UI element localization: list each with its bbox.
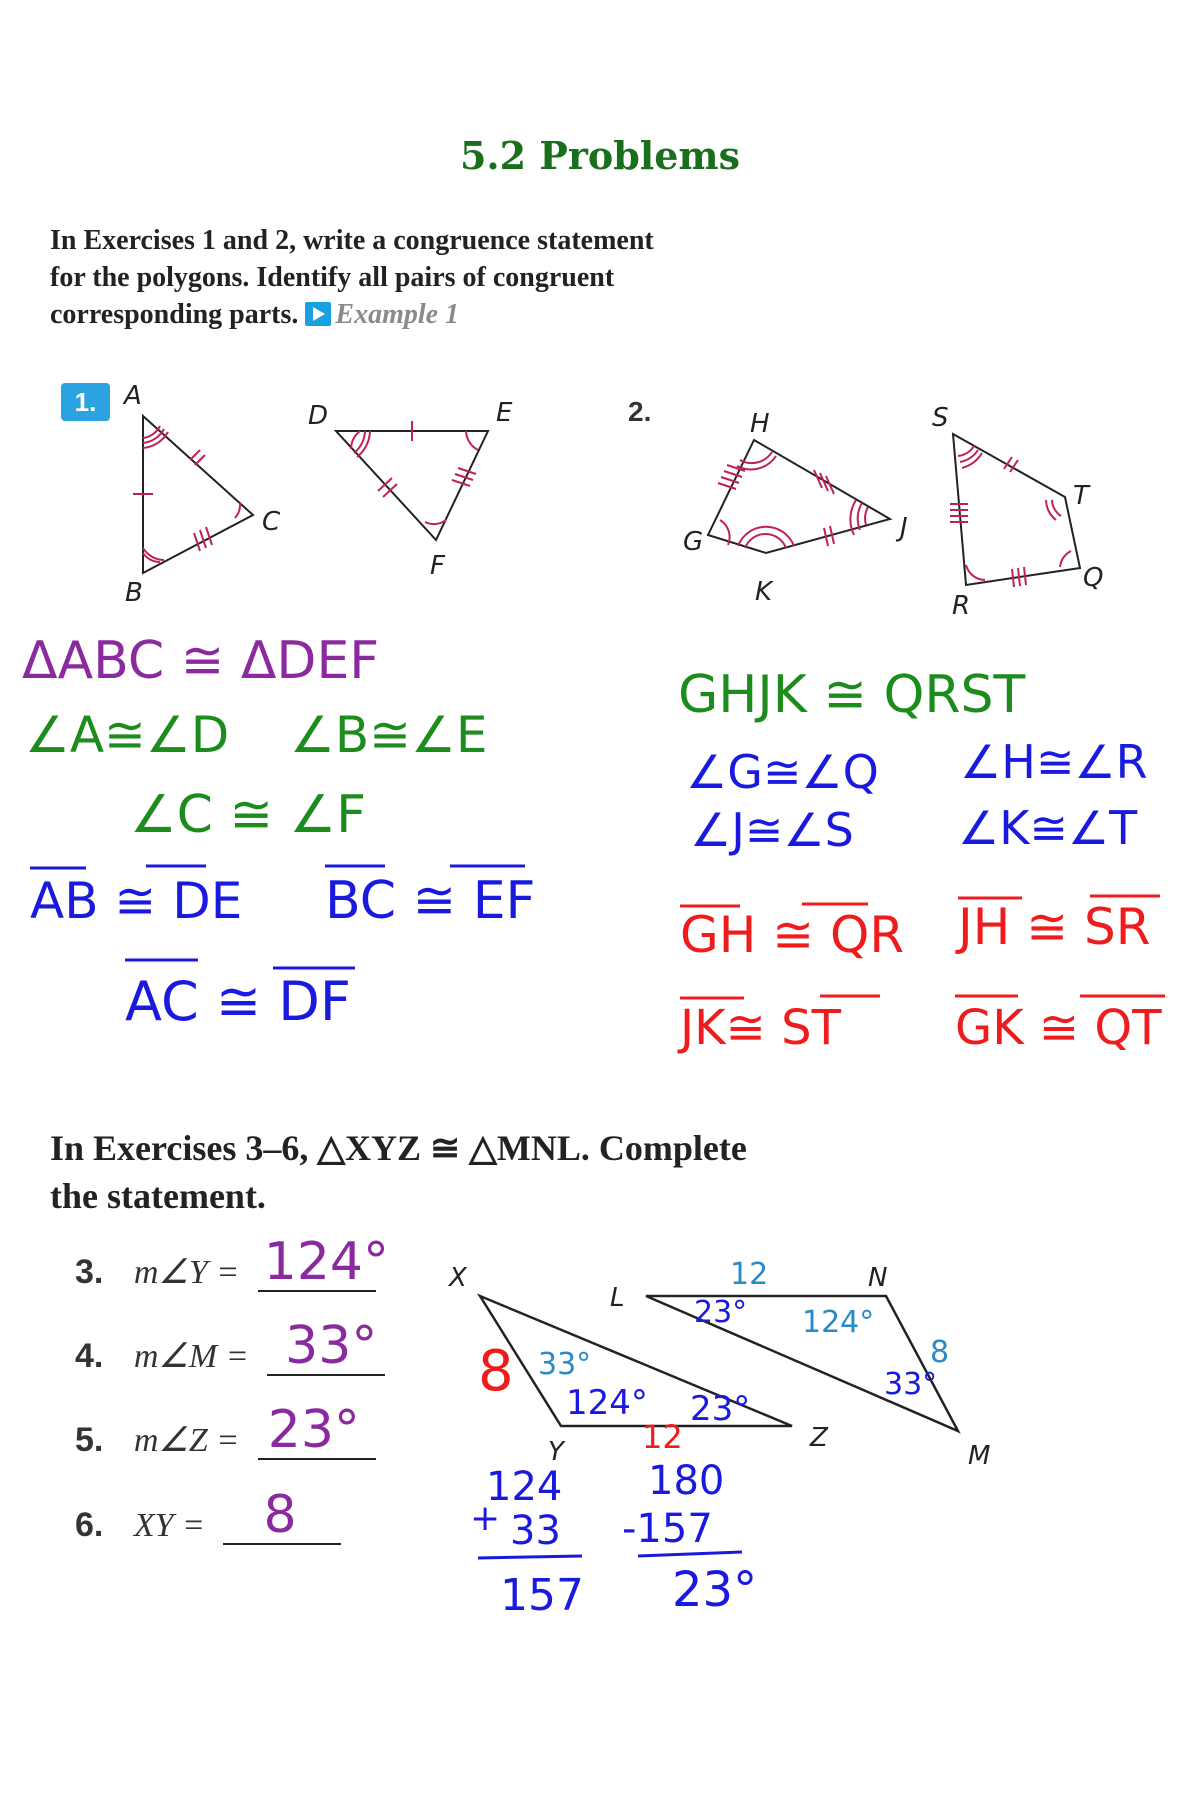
exercise-3-blank[interactable]	[258, 1232, 390, 1292]
hw-statement-abc-def: ΔABC ≅ ΔDEF	[22, 631, 380, 691]
instructions-2	[50, 1124, 747, 1220]
hw-add-rule	[478, 1556, 582, 1558]
exercise-4-answer: 33°	[285, 1316, 378, 1376]
exercise-6-blank[interactable]	[223, 1485, 341, 1545]
hw-sub-result: 23°	[672, 1562, 758, 1618]
exercise-5-answer: 23°	[267, 1400, 360, 1460]
instructions-1-line3-text: corresponding parts.	[50, 299, 299, 330]
hw-angle-j: ∠J≅∠S	[690, 803, 854, 857]
label-s: S	[932, 403, 949, 433]
printed-ln-length: 12	[730, 1257, 769, 1292]
exercise-6-number: 6.	[75, 1506, 104, 1544]
hw-add-sign: +	[470, 1498, 501, 1539]
label-b: B	[125, 578, 143, 608]
exercise-3-number: 3.	[75, 1253, 104, 1291]
hw-sub-bottom: -157	[622, 1506, 713, 1552]
hw-add-top: 124	[486, 1464, 563, 1510]
printed-nm-length: 8	[930, 1335, 950, 1370]
label-f: F	[430, 551, 445, 581]
exercise-3-answer: 124°	[263, 1232, 390, 1292]
exercise-3-expr: m∠Y =	[133, 1254, 240, 1291]
hw-side-jk: JK≅ ST	[680, 1000, 841, 1056]
label-e: E	[496, 398, 513, 428]
hw-side-ac: AC ≅ DF	[125, 970, 351, 1033]
exercise-5-expr: m∠Z =	[133, 1422, 240, 1459]
hw-add-bottom: 33	[510, 1508, 561, 1554]
hw-angle-g: ∠G≅∠Q	[686, 745, 879, 799]
exercise-6	[75, 1485, 341, 1545]
hw-angle-m: 33°	[884, 1367, 938, 1402]
exercise-5	[75, 1400, 376, 1460]
label-z: Z	[810, 1423, 828, 1453]
exercise-5-blank[interactable]	[258, 1400, 376, 1460]
label-x: X	[449, 1263, 467, 1293]
example-link[interactable]: Example 1	[335, 299, 460, 330]
hw-side-bc: BC ≅ EF	[325, 871, 536, 931]
label-q: Q	[1083, 563, 1104, 593]
hw-angle-c: ∠C ≅ ∠F	[130, 785, 367, 845]
label-h: H	[750, 409, 770, 439]
instructions-2-line1: In Exercises 3–6, △XYZ ≅ △MNL. Complete	[50, 1128, 747, 1168]
hw-yz-length: 12	[642, 1418, 683, 1456]
exercise-4-blank[interactable]	[267, 1316, 385, 1376]
exercise-3	[75, 1232, 390, 1292]
instructions-1-line1: In Exercises 1 and 2, write a congruence statement	[50, 225, 654, 256]
hw-sub-top: 180	[648, 1458, 725, 1504]
hw-side-ab: AB ≅ DE	[30, 872, 243, 930]
hw-angle-y: 124°	[566, 1383, 648, 1423]
hw-angle-k: ∠K≅∠T	[958, 801, 1138, 855]
hw-angle-l: 23°	[694, 1295, 748, 1330]
page-title: 5.2 Problems	[459, 133, 741, 178]
hw-angle-h: ∠H≅∠R	[960, 735, 1148, 789]
printed-angle-n: 124°	[802, 1305, 875, 1340]
printed-angle-x: 33°	[538, 1347, 592, 1382]
label-t: T	[1073, 481, 1089, 511]
label-j: J	[900, 513, 908, 543]
hw-sub-rule	[638, 1552, 742, 1556]
exercise-4	[75, 1316, 385, 1376]
exercise-2-number: 2.	[628, 396, 652, 427]
exercise-5-number: 5.	[75, 1421, 104, 1459]
hw-side-gk: GK ≅ QT	[955, 1000, 1162, 1056]
label-r: R	[952, 591, 971, 621]
label-g: G	[683, 527, 704, 557]
hw-angle-a: ∠A≅∠D	[25, 706, 230, 764]
label-y: Y	[548, 1437, 564, 1467]
label-a: A	[124, 381, 142, 411]
exercise-6-answer: 8	[263, 1485, 297, 1545]
hw-angle-b: ∠B≅∠E	[290, 706, 488, 764]
exercise-4-expr: m∠M =	[133, 1338, 249, 1375]
quadrilateral-qrst	[950, 434, 1080, 587]
instructions-1-line2: for the polygons. Identify all pairs of congruent	[50, 262, 615, 293]
label-l: L	[610, 1283, 625, 1313]
hw-xy-length: 8	[478, 1339, 514, 1404]
exercise-1-number-badge: 1.	[61, 383, 110, 421]
quadrilateral-ghjk	[708, 440, 890, 553]
label-c: C	[262, 507, 281, 537]
instructions-2-line2: the statement.	[50, 1176, 266, 1216]
exercise-6-expr: XY =	[133, 1507, 205, 1544]
triangle-abc	[133, 416, 253, 573]
triangle-def	[336, 421, 488, 540]
hw-add-result: 157	[500, 1570, 584, 1621]
hw-statement-ghjk-qrst: GHJK ≅ QRST	[678, 665, 1026, 725]
hw-side-jh: JH ≅ SR	[958, 898, 1151, 956]
label-d: D	[308, 401, 329, 431]
hw-angle-z: 23°	[690, 1389, 751, 1429]
exercise-4-number: 4.	[75, 1337, 104, 1375]
hw-side-gh: GH ≅ QR	[680, 906, 905, 964]
label-m: M	[968, 1441, 991, 1471]
label-n: N	[868, 1263, 888, 1293]
label-k: K	[755, 577, 773, 607]
